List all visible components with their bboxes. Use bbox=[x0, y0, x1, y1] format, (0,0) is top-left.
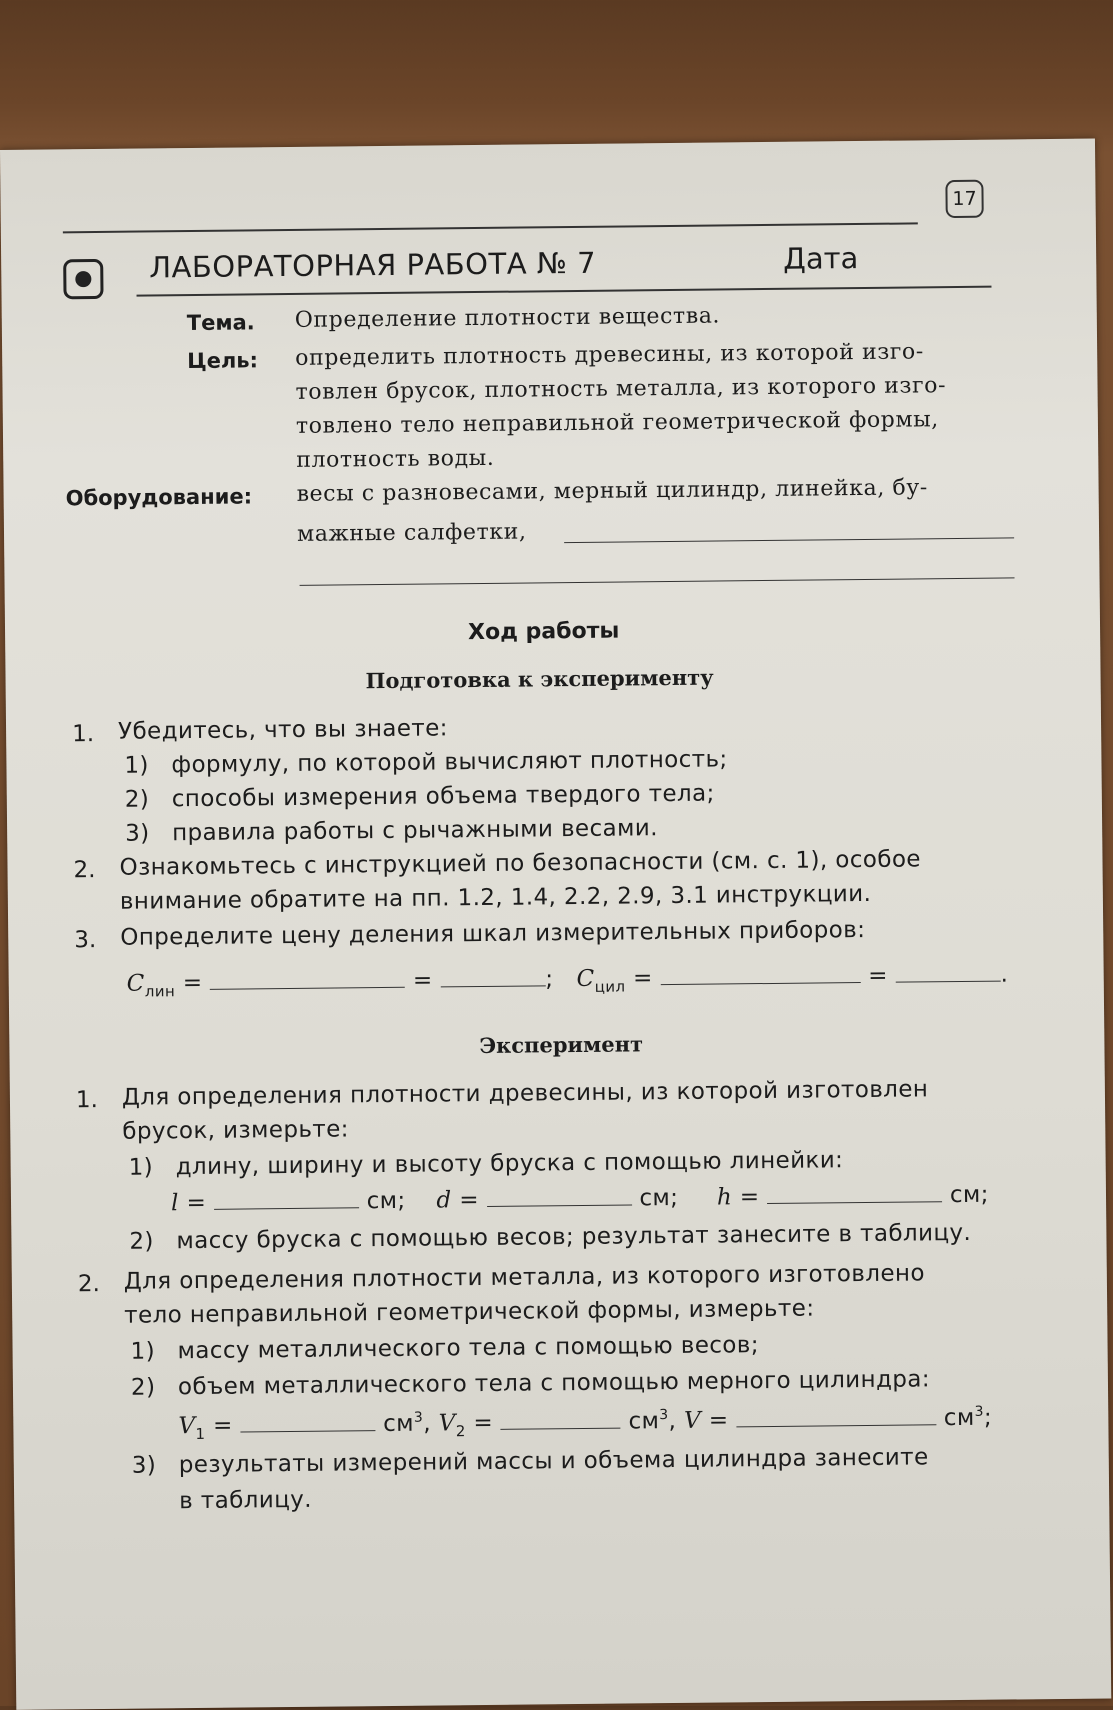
exp-item-1-line-1: Для определения плотности древесины, из которой изготовлен bbox=[121, 1076, 929, 1111]
topic-label: Тема. bbox=[186, 310, 255, 336]
v1-blank[interactable] bbox=[240, 1412, 375, 1432]
equals-sign: = bbox=[412, 967, 433, 994]
prep-sub-1-number: 1) bbox=[124, 752, 150, 779]
prep-item-3-number: 3. bbox=[74, 927, 97, 954]
cylinder-division-blank-2[interactable] bbox=[895, 963, 1000, 983]
prep-item-2-line-1: Ознакомьтесь с инструкцией по безопасности (см. с. 1), особое bbox=[119, 846, 922, 881]
goal-label: Цель: bbox=[187, 348, 259, 374]
length-symbol: l bbox=[170, 1190, 179, 1217]
equipment-blank-1[interactable] bbox=[564, 537, 1014, 543]
exp-item-1-line-2: брусок, измерьте: bbox=[122, 1116, 349, 1145]
equipment-label: Оборудование: bbox=[65, 484, 253, 511]
v2-blank[interactable] bbox=[501, 1410, 621, 1430]
equals-sign: = bbox=[632, 965, 653, 992]
equipment-blank-2[interactable] bbox=[300, 577, 1015, 585]
c-symbol-cylinder: C bbox=[576, 965, 595, 993]
equals-sign: = bbox=[212, 1412, 233, 1439]
semicolon: ; bbox=[983, 1404, 993, 1431]
v-symbol: V bbox=[683, 1407, 702, 1434]
exp-1-sub-1-text: длину, ширину и высоту бруска с помощью линейки: bbox=[175, 1147, 844, 1181]
prep-item-3-text: Определите цену деления шкал измерительных приборов: bbox=[120, 916, 866, 951]
length-blank[interactable] bbox=[214, 1189, 359, 1210]
prep-item-1-number: 1. bbox=[71, 721, 95, 748]
c-symbol-ruler: C bbox=[126, 970, 145, 997]
equals-sign: = bbox=[473, 1409, 494, 1437]
height-blank[interactable] bbox=[767, 1183, 942, 1204]
unit-cm3: см bbox=[383, 1410, 415, 1438]
prep-item-1-text: Убедитесь, что вы знаете: bbox=[117, 715, 448, 745]
exp-1-sub-2-text: массу бруска с помощью весов; результат занесите в таблицу. bbox=[176, 1219, 972, 1255]
exp-2-sub-2-number: 2) bbox=[130, 1374, 156, 1401]
page-number: 17 bbox=[945, 180, 983, 218]
exp-2-sub-1-text: массу металлического тела с помощью весов; bbox=[177, 1332, 760, 1365]
unit-cm: см; bbox=[949, 1181, 990, 1209]
prep-item-2-number: 2. bbox=[73, 857, 96, 884]
header-rule bbox=[63, 222, 918, 233]
goal-line-4: плотность воды. bbox=[296, 445, 495, 473]
bullet-icon bbox=[63, 259, 103, 299]
ruler-division-blank-2[interactable] bbox=[440, 967, 545, 987]
unit-cm3: см bbox=[943, 1404, 975, 1432]
v2-sub: 2 bbox=[455, 1422, 466, 1441]
unit-cm: см; bbox=[639, 1184, 679, 1212]
date-label: Дата bbox=[783, 241, 859, 276]
exp-1-sub-1-number: 1) bbox=[128, 1154, 154, 1181]
width-blank[interactable] bbox=[487, 1186, 632, 1207]
exp-item-2-number: 2. bbox=[77, 1271, 100, 1298]
unit-cm3-exp: 3 bbox=[413, 1409, 424, 1426]
prep-sub-2-text: способы измерения объема твердого тела; bbox=[171, 780, 715, 813]
title-rule bbox=[137, 286, 992, 297]
scale-division-formula bbox=[127, 961, 1009, 1000]
preparation-heading: Подготовка к эксперименту bbox=[365, 664, 714, 694]
period: . bbox=[1000, 961, 1009, 988]
exp-2-sub-2-text: объем металлического тела с помощью мерного цилиндра: bbox=[177, 1366, 931, 1401]
exp-2-sub-1-number: 1) bbox=[130, 1338, 156, 1365]
unit-cm: см; bbox=[366, 1187, 406, 1215]
ruler-division-blank-1[interactable] bbox=[210, 969, 405, 990]
comma: , bbox=[668, 1407, 677, 1435]
unit-cm3-exp: 3 bbox=[659, 1407, 669, 1424]
v1-symbol: V bbox=[178, 1413, 196, 1440]
v-blank[interactable] bbox=[736, 1406, 936, 1427]
prep-sub-2-number: 2) bbox=[124, 786, 150, 813]
c-sub-cylinder: цил bbox=[594, 977, 626, 996]
exp-item-2-line-2: тело неправильной геометрической формы, измерьте: bbox=[124, 1295, 815, 1329]
c-sub-ruler: лин bbox=[144, 982, 176, 1001]
exp-2-sub-3-line-2: в таблицу. bbox=[179, 1486, 313, 1515]
prep-sub-3-number: 3) bbox=[125, 820, 150, 847]
prep-item-2-line-2: внимание обратите на пп. 1.2, 1.4, 2.2, 2.9, 3.1 инструкции. bbox=[119, 880, 872, 915]
unit-cm3: см bbox=[628, 1408, 660, 1435]
goal-line-2: товлен брусок, плотность металла, из которого изго- bbox=[295, 373, 947, 405]
comma: , bbox=[423, 1410, 432, 1437]
semicolon: ; bbox=[545, 966, 554, 993]
procedure-heading: Ход работы bbox=[467, 618, 620, 646]
exp-2-sub-3-number: 3) bbox=[131, 1452, 157, 1479]
equals-sign: = bbox=[867, 962, 888, 989]
equals-sign: = bbox=[182, 969, 203, 997]
equals-sign: = bbox=[708, 1407, 729, 1434]
prep-sub-3-text: правила работы с рычажными весами. bbox=[172, 815, 659, 847]
volume-line bbox=[178, 1404, 992, 1444]
goal-line-1: определить плотность древесины, из которой изго- bbox=[295, 339, 924, 371]
topic-text: Определение плотности вещества. bbox=[294, 303, 721, 333]
equals-sign: = bbox=[186, 1189, 207, 1217]
equals-sign: = bbox=[459, 1187, 480, 1214]
width-symbol: d bbox=[436, 1187, 452, 1214]
exp-item-2-line-1: Для определения плотности металла, из которого изготовлено bbox=[123, 1260, 925, 1295]
equals-sign: = bbox=[739, 1184, 760, 1211]
experiment-heading: Эксперимент bbox=[479, 1031, 644, 1059]
goal-line-3: товлено тело неправильной геометрической формы, bbox=[295, 407, 939, 439]
cylinder-division-blank-1[interactable] bbox=[660, 964, 860, 985]
v2-symbol: V bbox=[438, 1410, 456, 1437]
height-symbol: h bbox=[716, 1184, 733, 1211]
exp-1-sub-2-number: 2) bbox=[129, 1228, 154, 1255]
lab-title: ЛАБОРАТОРНАЯ РАБОТА № 7 bbox=[149, 245, 597, 285]
exp-2-sub-3-line-1: результаты измерений массы и объема цилиндра занесите bbox=[178, 1444, 929, 1479]
v1-sub: 1 bbox=[195, 1424, 206, 1444]
prep-sub-1-text: формулу, по которой вычисляют плотность; bbox=[171, 746, 728, 779]
exp-item-1-number: 1. bbox=[75, 1087, 99, 1114]
unit-cm3-exp: 3 bbox=[974, 1403, 984, 1420]
equipment-line-2: мажные салфетки, bbox=[296, 519, 527, 547]
equipment-line-1: весы с разновесами, мерный цилиндр, линейка, бу- bbox=[296, 475, 929, 507]
workbook-page bbox=[0, 139, 1111, 1710]
dimensions-line bbox=[171, 1182, 989, 1217]
